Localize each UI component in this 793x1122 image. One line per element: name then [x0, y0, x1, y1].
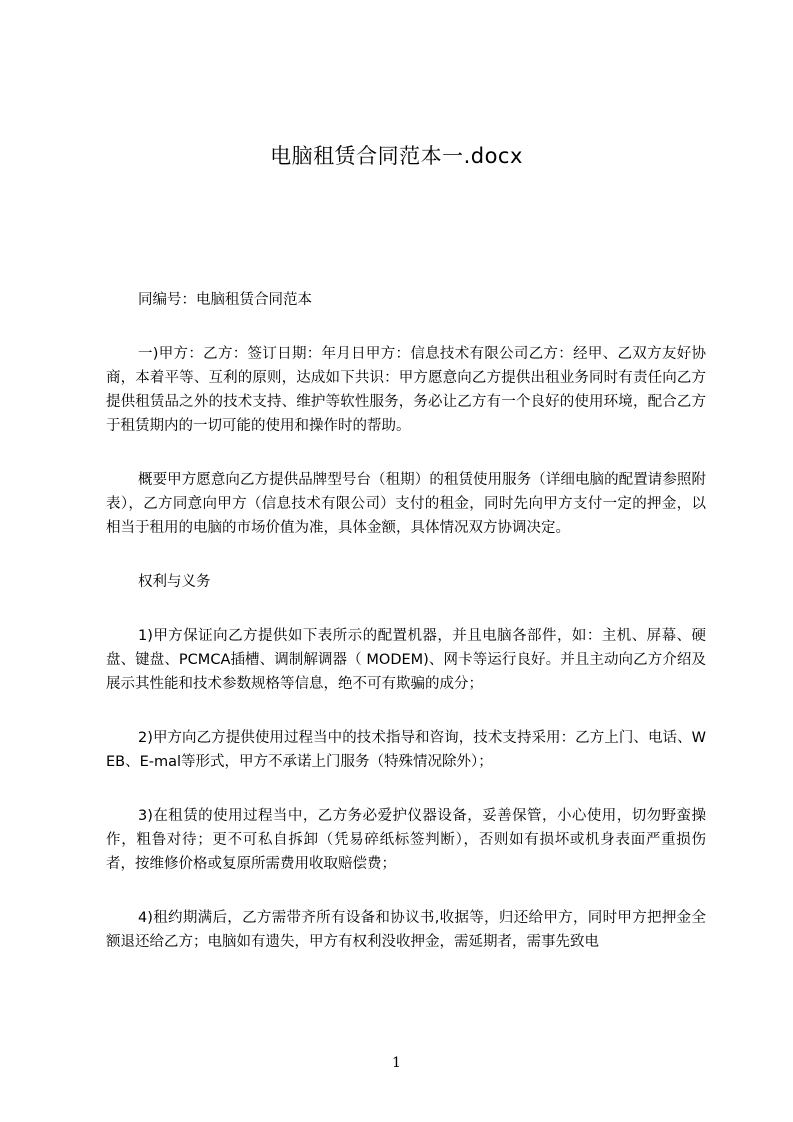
page-number: 1: [392, 1055, 401, 1071]
rights-obligations-heading: 权利与义务: [138, 574, 211, 590]
clause-1-paragraph: 1)甲方保证向乙方提供如下表所示的配置机器，并且电脑各部件，如：主机、屏幕、硬盘、键盘、PCMCA插槽、调制解调器（ MODEM)、网卡等运行良好。并且主动向乙方介绍及展示其性能和技术参数规格等信息，绝不可有欺骗的成分；: [106, 628, 706, 692]
clause-2-paragraph: 2)甲方向乙方提供使用过程当中的技术指导和咨询，技术支持采用：乙方上门、电话、WEB、E-mal等形式，甲方不承诺上门服务（特殊情况除外）；: [106, 730, 706, 770]
parties-paragraph: 一)甲方：乙方：签订日期：年月日甲方：信息技术有限公司乙方：经甲、乙双方友好协商，本着平等、互利的原则，达成如下共识：甲方愿意向乙方提供出租业务同时有责任向乙方提供租赁品之外的技术支持、维护等软性服务，务必让乙方有一个良好的使用环境，配合乙方于租赁期内的一切可能的使用和操作时的帮助。: [106, 346, 706, 434]
contract-number-paragraph: 同编号：电脑租赁合同范本: [138, 292, 312, 308]
overview-paragraph: 概要甲方愿意向乙方提供品牌型号台（租期）的租赁使用服务（详细电脑的配置请参照附表），乙方同意向甲方（信息技术有限公司）支付的租金，同时先向甲方支付一定的押金，以相当于租用的电脑的市场价值为准，具体金额，具体情况双方协调决定。: [106, 472, 706, 536]
clause-4-paragraph: 4)租约期满后，乙方需带齐所有设备和协议书,收据等，归还给甲方，同时甲方把押金全额退还给乙方；电脑如有遗失，甲方有权利没收押金，需延期者，需事先致电: [106, 910, 706, 950]
document-body: [106, 288, 706, 984]
document-title: 电脑租赁合同范本一.docx: [270, 144, 523, 168]
clause-3-paragraph: 3)在租赁的使用过程当中，乙方务必爱护仪器设备，妥善保管，小心使用，切勿野蛮操作，粗鲁对待；更不可私自拆卸（凭易碎纸标签判断），否则如有损坏或机身表面严重损伤者，按维修价格或复原所需费用收取赔偿费；: [106, 808, 706, 872]
